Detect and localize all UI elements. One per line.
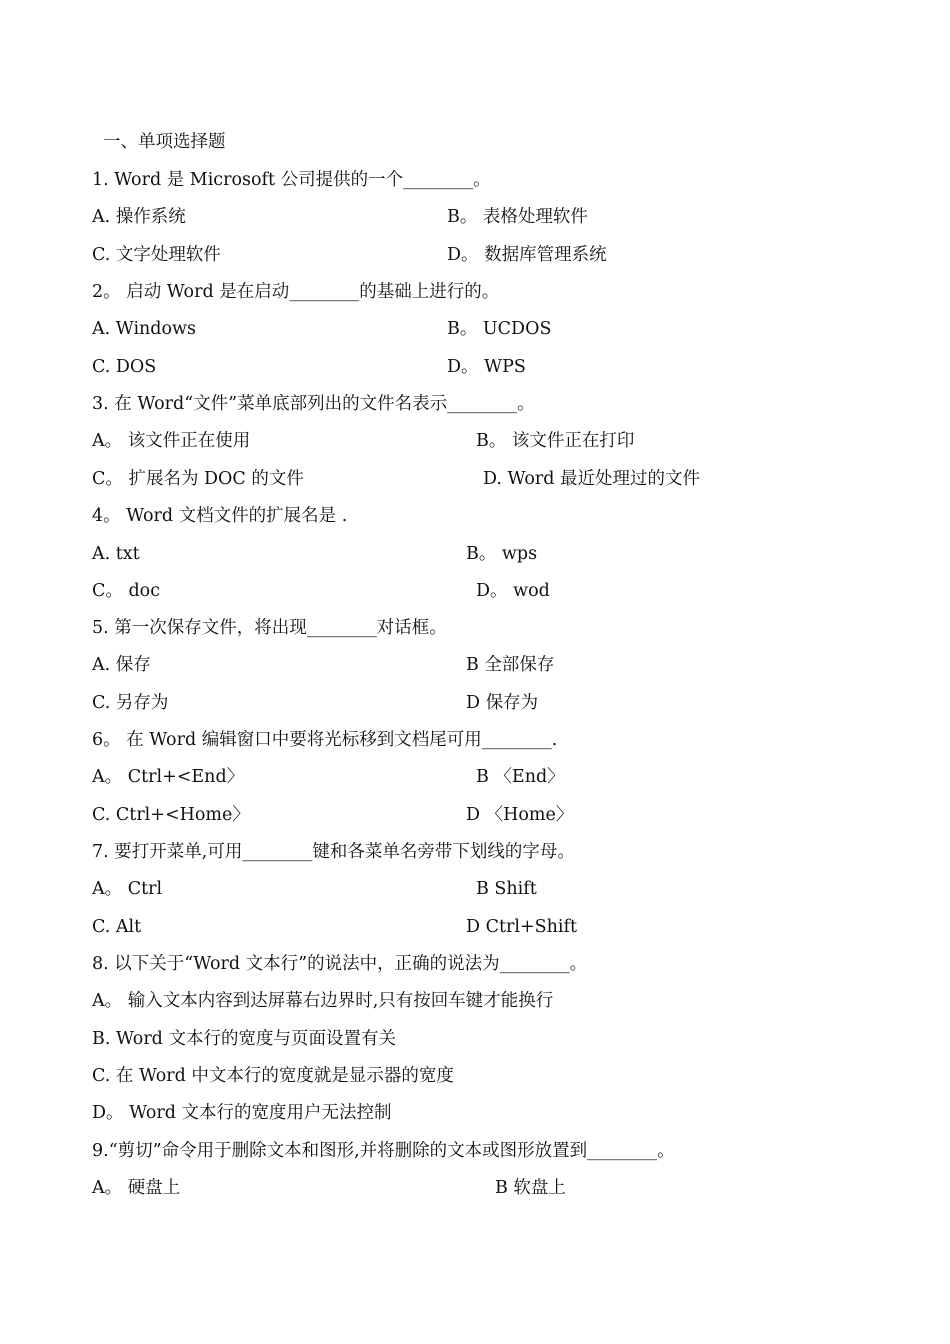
question-6-option-a: A。 Ctrl+<End〉 — [92, 767, 245, 787]
question-7-option-c: C. Alt — [92, 917, 142, 937]
section-heading: 一、单项选择题 — [103, 132, 226, 152]
question-3-option-c: C。 扩展名为 DOC 的文件 — [92, 469, 304, 489]
question-7: 7. 要打开菜单,可用________键和各菜单名旁带下划线的字母。 — [92, 842, 575, 862]
question-5-option-b: B 全部保存 — [466, 655, 555, 675]
question-4-option-c: C。 doc — [92, 581, 160, 601]
question-8-option-c: C. 在 Word 中文本行的宽度就是显示器的宽度 — [92, 1066, 454, 1086]
question-4-option-b: B。 wps — [466, 544, 538, 564]
question-1: 1. Word 是 Microsoft 公司提供的一个________。 — [92, 170, 491, 190]
question-8-option-d: D。 Word 文本行的宽度用户无法控制 — [92, 1103, 392, 1123]
question-6-option-b: B 〈End〉 — [476, 767, 565, 787]
question-1-option-d: D。 数据库管理系统 — [447, 245, 607, 265]
question-8-option-b: B. Word 文本行的宽度与页面设置有关 — [92, 1029, 396, 1049]
question-9-option-b: B 软盘上 — [495, 1178, 566, 1198]
question-5-option-c: C. 另存为 — [92, 693, 169, 713]
question-3-option-d: D. Word 最近处理过的文件 — [483, 469, 700, 489]
question-4-option-d: D。 wod — [476, 581, 550, 601]
question-6: 6。 在 Word 编辑窗口中要将光标移到文档尾可用________. — [92, 730, 558, 750]
question-5: 5. 第一次保存文件，将出现________对话框。 — [92, 618, 447, 638]
question-2-option-d: D。 WPS — [447, 357, 526, 377]
question-1-option-c: C. 文字处理软件 — [92, 245, 221, 265]
question-2-option-a: A. Windows — [92, 319, 197, 339]
question-5-option-a: A. 保存 — [92, 655, 151, 675]
question-7-option-d: D Ctrl+Shift — [466, 917, 578, 937]
question-6-option-c: C. Ctrl+<Home〉 — [92, 805, 250, 825]
question-3: 3. 在 Word“文件”菜单底部列出的文件名表示________。 — [92, 394, 535, 414]
question-7-option-b: B Shift — [476, 879, 537, 899]
question-9-option-a: A。 硬盘上 — [92, 1178, 181, 1198]
question-9: 9.“剪切”命令用于删除文本和图形,并将删除的文本或图形放置到________。 — [92, 1141, 675, 1161]
question-4-option-a: A. txt — [92, 544, 140, 564]
question-1-option-a: A. 操作系统 — [92, 207, 186, 227]
question-8-option-a: A。 输入文本内容到达屏幕右边界时,只有按回车键才能换行 — [92, 991, 554, 1011]
question-8: 8. 以下关于“Word 文本行”的说法中，正确的说法为________。 — [92, 954, 588, 974]
question-7-option-a: A。 Ctrl — [92, 879, 163, 899]
question-6-option-d: D 〈Home〉 — [466, 805, 574, 825]
question-3-option-a: A。 该文件正在使用 — [92, 431, 251, 451]
question-4: 4。 Word 文档文件的扩展名是 . — [92, 506, 348, 526]
question-3-option-b: B。 该文件正在打印 — [476, 431, 635, 451]
question-2-option-b: B。 UCDOS — [447, 319, 552, 339]
question-1-option-b: B。 表格处理软件 — [447, 207, 588, 227]
question-2-option-c: C. DOS — [92, 357, 157, 377]
question-2: 2。 启动 Word 是在启动________的基础上进行的。 — [92, 282, 500, 302]
question-5-option-d: D 保存为 — [466, 693, 539, 713]
